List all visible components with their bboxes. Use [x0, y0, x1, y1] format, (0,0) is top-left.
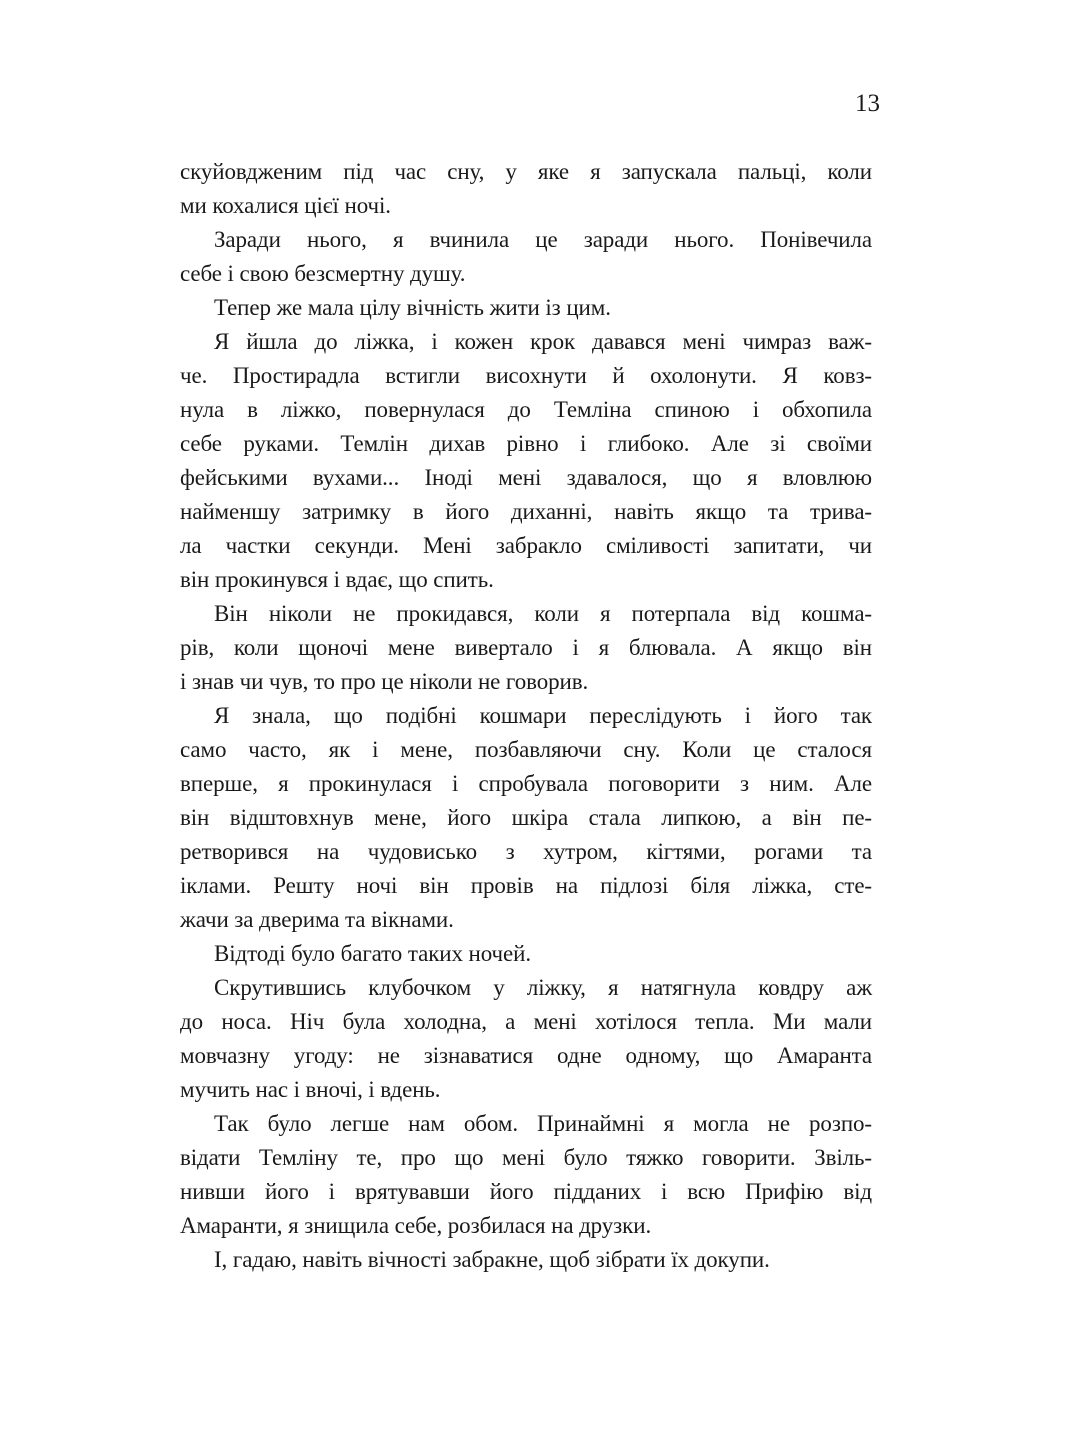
text-line: іклами. Решту ночі він провів на підлозі біля ліжка, сте-	[180, 873, 872, 898]
text-line: Відтоді було багато таких ночей.	[214, 941, 531, 966]
text-line: нула в ліжко, повернулася до Темліна спиною і обхопила	[180, 397, 872, 422]
text-line: че. Простирадла встигли висохнути й охолонути. Я ковз-	[180, 363, 872, 388]
text-line: Я йшла до ліжка, і кожен крок давався мені чимраз важ-	[214, 329, 872, 354]
text-block	[180, 155, 872, 1277]
text-line: рів, коли щоночі мене вивертало і я блювала. А якщо він	[180, 635, 872, 660]
text-line: Тепер же мала цілу вічність жити із цим.	[214, 295, 611, 320]
paragraph	[180, 223, 872, 291]
paragraph	[180, 597, 872, 699]
text-line: Я знала, що подібні кошмари переслідують і його так	[214, 703, 872, 728]
text-line: мучить нас і вночі, і вдень.	[180, 1077, 441, 1102]
text-line: фейськими вухами... Іноді мені здавалося, що я вловлюю	[180, 465, 872, 490]
text-line: відати Темліну те, про що мені було тяжко говорити. Звіль-	[180, 1145, 872, 1170]
paragraph	[180, 155, 872, 223]
text-line: само часто, як і мене, позбавляючи сну. Коли це сталося	[180, 737, 872, 762]
text-line: себе руками. Темлін дихав рівно і глибоко. Але зі своїми	[180, 431, 872, 456]
text-line: Скрутившись клубочком у ліжку, я натягнула ковдру аж	[214, 975, 872, 1000]
text-line: нивши його і врятувавши його підданих і всю Прифію від	[180, 1179, 872, 1204]
paragraph	[180, 699, 872, 937]
text-line: і знав чи чув, то про це ніколи не говорив.	[180, 669, 589, 694]
text-line: ла частки секунди. Мені забракло сміливості запитати, чи	[180, 533, 872, 558]
text-line: Він ніколи не прокидався, коли я потерпала від кошма-	[214, 601, 872, 626]
text-line: Амаранти, я знищила себе, розбилася на друзки.	[180, 1213, 652, 1238]
text-line: він відштовхнув мене, його шкіра стала липкою, а він пе-	[180, 805, 872, 830]
text-line: ретворився на чудовисько з хутром, кігтями, рогами та	[180, 839, 872, 864]
page-number: 13	[855, 90, 880, 117]
text-line: найменшу затримку в його диханні, навіть якщо та трива-	[180, 499, 872, 524]
text-line: він прокинувся і вдає, що спить.	[180, 567, 494, 592]
paragraph	[180, 291, 872, 325]
text-line: себе і свою безсмертну душу.	[180, 261, 466, 286]
text-line: вперше, я прокинулася і спробувала поговорити з ним. Але	[180, 771, 872, 796]
text-line: мовчазну угоду: не зізнаватися одне одному, що Амаранта	[180, 1043, 872, 1068]
text-line: ми кохалися цієї ночі.	[180, 193, 391, 218]
paragraph	[180, 971, 872, 1107]
text-line: скуйовдженим під час сну, у яке я запускала пальці, коли	[180, 159, 872, 184]
paragraph	[180, 1107, 872, 1243]
paragraph	[180, 1243, 872, 1277]
text-line: до носа. Ніч була холодна, а мені хотілося тепла. Ми мали	[180, 1009, 872, 1034]
paragraph	[180, 325, 872, 597]
text-line: І, гадаю, навіть вічності забракне, щоб зібрати їх докупи.	[214, 1247, 770, 1272]
text-line: жачи за дверима та вікнами.	[180, 907, 454, 932]
text-line: Заради нього, я вчинила це заради нього. Понівечила	[214, 227, 872, 252]
paragraph	[180, 937, 872, 971]
text-line: Так було легше нам обом. Принаймні я могла не розпо-	[214, 1111, 872, 1136]
